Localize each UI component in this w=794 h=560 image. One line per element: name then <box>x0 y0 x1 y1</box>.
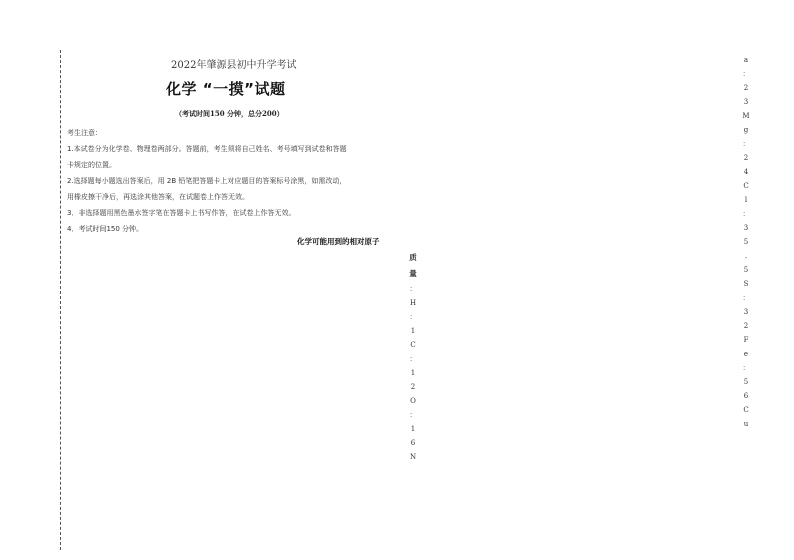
vertical-char: 1 <box>410 369 416 377</box>
exam-name: 2022年肇源县初中升学考试 <box>171 60 297 71</box>
vertical-char: ： <box>409 313 417 321</box>
vertical-char: 质 <box>409 253 417 262</box>
vertical-char: l <box>744 196 748 204</box>
notice-section <box>67 125 397 237</box>
vertical-char: 5 <box>743 266 749 274</box>
vertical-char: O <box>410 397 416 405</box>
vertical-char: ： <box>409 355 417 363</box>
notice-line: 3．非选择题用黑色墨水签字笔在答题卡上书写作答，在试卷上作答无效。 <box>67 209 296 217</box>
vertical-char: 2 <box>743 322 749 330</box>
vertical-char: 3 <box>743 224 749 232</box>
vertical-char: g <box>743 126 749 134</box>
vertical-char: S <box>743 280 749 288</box>
notice-line: 用橡皮擦干净后，再选涂其他答案，在试题卷上作答无效。 <box>67 193 249 201</box>
atomic-mass-mid-column <box>407 250 419 464</box>
vertical-char: 6 <box>410 439 416 447</box>
vertical-char: ： <box>742 364 750 372</box>
vertical-char: 2 <box>743 154 749 162</box>
vertical-char: 2 <box>410 383 416 391</box>
vertical-char: C <box>410 341 416 349</box>
vertical-char: 2 <box>743 84 749 92</box>
vertical-char: H <box>409 299 417 307</box>
vertical-char: ： <box>742 294 750 302</box>
vertical-char: 量 <box>409 269 417 278</box>
vertical-char: C <box>743 406 749 414</box>
vertical-char: ： <box>742 70 750 78</box>
binding-dashed-line <box>60 50 61 550</box>
vertical-char: 5 <box>743 238 749 246</box>
vertical-char: 3 <box>743 98 749 106</box>
notice-line: 2.选择题每小题选出答案后，用 2B 铅笔把答题卡上对应题目的答案标号涂黑，如需改动， <box>67 177 347 185</box>
page-title: 化学 “一摸”试题 <box>166 80 286 98</box>
vertical-char: e <box>743 350 749 358</box>
vertical-char: ： <box>409 411 417 419</box>
vertical-char: ： <box>742 210 750 218</box>
vertical-char: 3 <box>743 308 749 316</box>
vertical-char: 5 <box>743 378 749 386</box>
notice-heading: 考生注意： <box>67 129 102 137</box>
vertical-char: ： <box>742 140 750 148</box>
notice-line: 1.本试卷分为化学卷、物理卷两部分。答题前，考生须将自己姓名、考号填写到试卷和答题 <box>67 145 347 153</box>
vertical-char: 4 <box>743 168 749 176</box>
atomic-mass-right-column <box>740 53 752 431</box>
notice-line: 卡规定的位置。 <box>67 161 116 169</box>
atomic-mass-heading: 化学可能用到的相对原子 <box>297 237 380 246</box>
vertical-char: ： <box>409 285 417 293</box>
notice-line: 4．考试时间150 分钟。 <box>67 225 144 233</box>
vertical-char: N <box>409 453 417 461</box>
vertical-char: u <box>743 420 749 428</box>
vertical-char: . <box>744 252 748 260</box>
vertical-char: 1 <box>410 425 416 433</box>
vertical-char: 1 <box>410 327 416 335</box>
vertical-char: C <box>743 182 749 190</box>
vertical-char: 6 <box>743 392 749 400</box>
exam-info: （考试时间150 分钟，总分200） <box>175 109 284 118</box>
vertical-char: M <box>742 112 750 120</box>
vertical-char: F <box>743 336 749 344</box>
vertical-char: a <box>743 56 749 64</box>
